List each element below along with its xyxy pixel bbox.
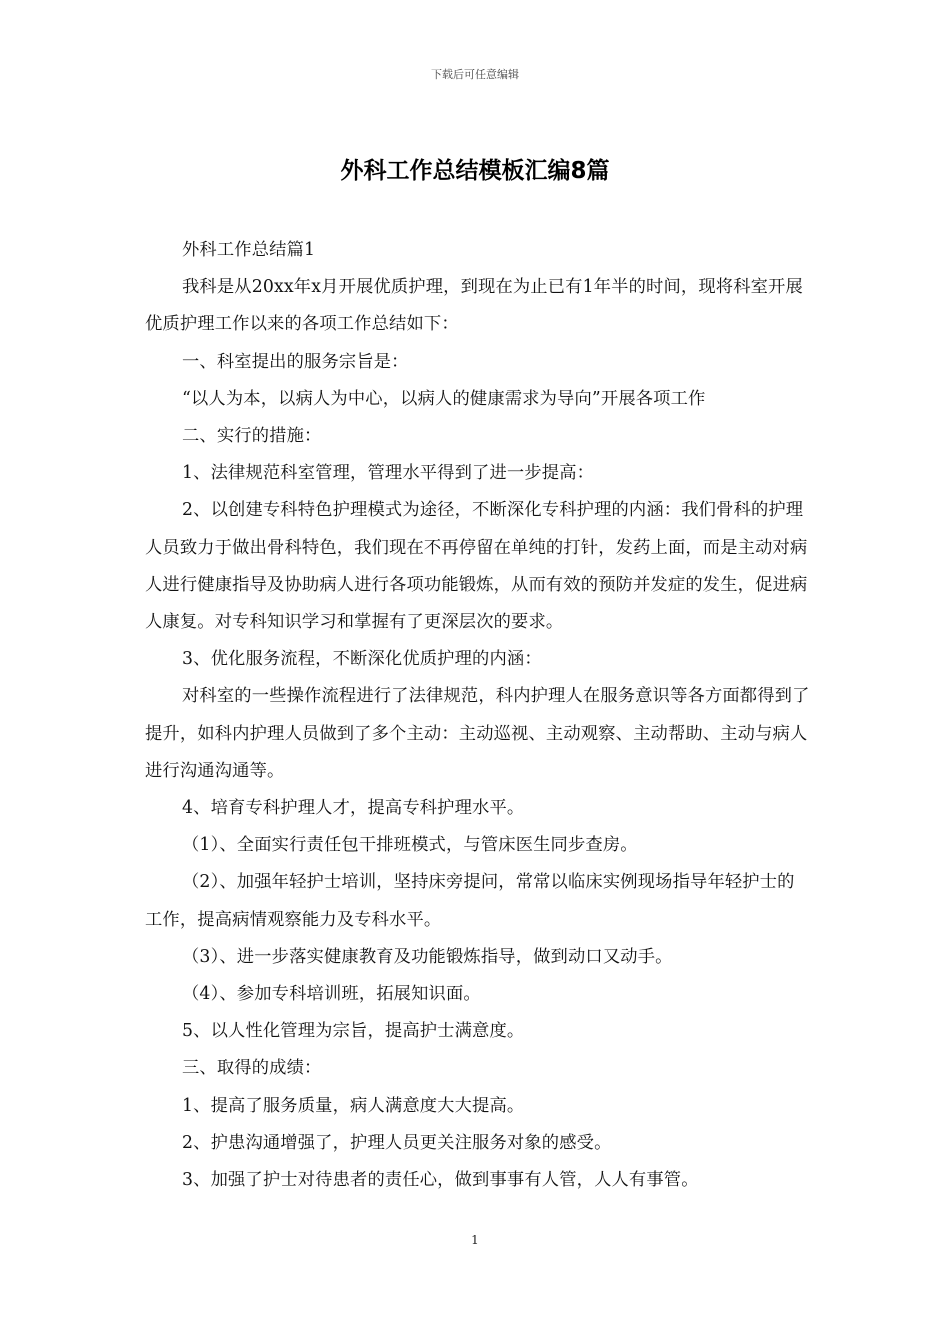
body-paragraph: 2、以创建专科特色护理模式为途径，不断深化专科护理的内涵：我们骨科的护理人员致力于做出骨科特色，我们现在不再停留在单纯的打针，发药上面，而是主动对病人进行健康指导及协助病人进行各项功能锻炼，从而有效的预防并发症的发生，促进病人康复。对专科知识学习和掌握有了更深层次的要求。 bbox=[145, 500, 808, 633]
body-paragraph: 二、实行的措施： bbox=[182, 426, 322, 447]
body-paragraph: 3、优化服务流程，不断深化优质护理的内涵： bbox=[182, 649, 542, 670]
body-paragraph: 1、法律规范科室管理，管理水平得到了进一步提高： bbox=[182, 463, 595, 484]
body-paragraph: （1）、全面实行责任包干排班模式，与管床医生同步查房。 bbox=[182, 835, 638, 856]
body-paragraph: 一、科室提出的服务宗旨是： bbox=[182, 351, 409, 372]
body-paragraph: 我科是从20xx年x月开展优质护理，到现在为止已有1年半的时间，现将科室开展优质护理工作以来的各项工作总结如下： bbox=[145, 277, 803, 335]
body-paragraph: 2、护患沟通增强了，护理人员更关注服务对象的感受。 bbox=[182, 1132, 612, 1153]
body-paragraph: 对科室的一些操作流程进行了法律规范，科内护理人在服务意识等各方面都得到了提升，如科内护理人员做到了多个主动：主动巡视、主动观察、主动帮助、主动与病人进行沟通沟通等。 bbox=[145, 686, 810, 781]
section-heading: 外科工作总结篇1 bbox=[182, 240, 316, 260]
page-number: 1 bbox=[471, 1233, 479, 1247]
body-paragraph: 1、提高了服务质量，病人满意度大大提高。 bbox=[182, 1095, 525, 1116]
body-paragraph: （3）、进一步落实健康教育及功能锻炼指导，做到动口又动手。 bbox=[182, 946, 673, 967]
body-paragraph: 5、以人性化管理为宗旨，提高护士满意度。 bbox=[182, 1021, 525, 1042]
document-title: 外科工作总结模板汇编8篇 bbox=[340, 158, 610, 184]
body-paragraph: 4、培育专科护理人才，提高专科护理水平。 bbox=[182, 798, 525, 819]
header-note: 下载后可任意编辑 bbox=[431, 68, 519, 81]
body-paragraph: （2）、加强年轻护士培训，坚持床旁提问，常常以临床实例现场指导年轻护士的工作，提高病情观察能力及专科水平。 bbox=[145, 872, 795, 930]
body-paragraph: 三、取得的成绩： bbox=[182, 1058, 322, 1079]
body-paragraph: “以人为本，以病人为中心，以病人的健康需求为导向”开展各项工作 bbox=[182, 388, 706, 409]
document-body bbox=[145, 232, 811, 1199]
body-paragraph: （4）、参加专科培训班，拓展知识面。 bbox=[182, 984, 481, 1005]
body-paragraph: 3、加强了护士对待患者的责任心，做到事事有人管，人人有事管。 bbox=[182, 1170, 699, 1191]
